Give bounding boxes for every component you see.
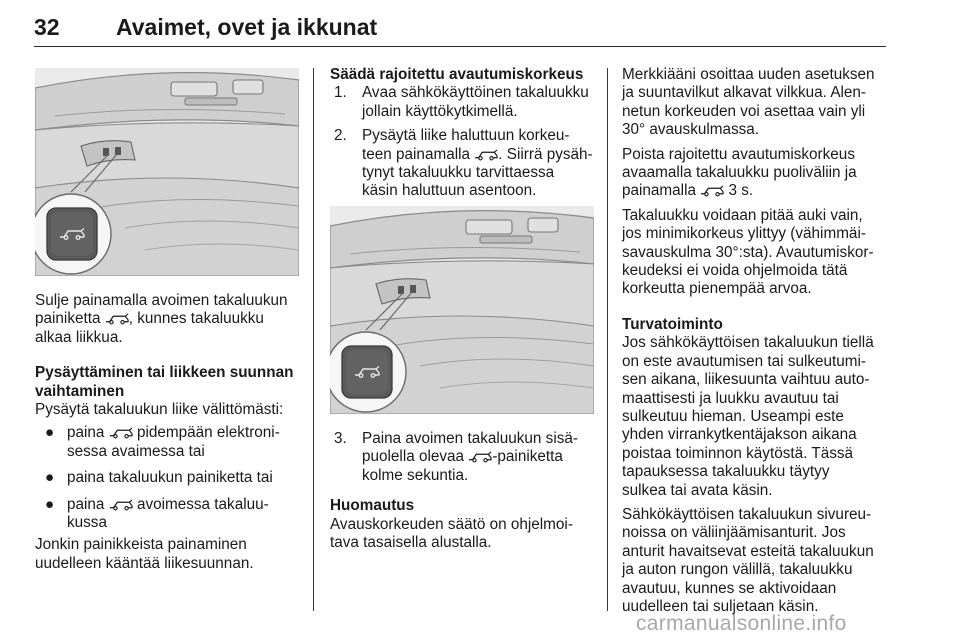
tailgate-icon: [105, 313, 129, 325]
stop-bullet-list: [35, 424, 307, 532]
column-2-bottom: [330, 430, 602, 552]
safety-heading: Turvatoiminto: [622, 315, 723, 333]
tailgate-icon: [109, 499, 133, 511]
close-instruction: Sulje painamalla avoimen takaluukun painiketta , kunnes takaluukku alkaa liikkua.: [35, 292, 288, 346]
reverse-note: Jonkin painikkeista painaminen uudelleen kääntää liikesuunnan.: [35, 536, 254, 572]
stop-heading: Pysäyttäminen tai liikkeen suunnan vaihtaminen: [35, 364, 294, 400]
sensor-paragraph: Sähkökäyttöisen takaluukun sivureu- noissa on väliinjäämisanturit. Jos anturit havaitsevat esteitä takaluukun ja auton rungon välillä, takaluukku avautuu, kunnes se aktivoidaan uudelleen tai suljetaan käsin.: [622, 505, 874, 615]
list-item: 1. Avaa sähkökäyttöinen takaluukku jollain käyttökytkimellä.: [334, 84, 589, 120]
tailgate-button-illustration: [35, 68, 299, 276]
tailgate-button-illustration-svg: [35, 68, 299, 276]
column-1-text: [35, 292, 307, 573]
page-number: 32: [34, 14, 60, 40]
column-divider-1: [313, 68, 314, 611]
list-item: ● paina avoimessa takaluu- kussa: [45, 495, 269, 532]
note-text: Avauskorkeuden säätö on ohjelmoi- tava tasaisella alustalla.: [330, 515, 573, 552]
watermark: carmanualsonline.info: [636, 612, 847, 635]
tailgate-icon: [109, 427, 133, 439]
column-2-top: [330, 66, 602, 201]
bullet-marker: ●: [45, 424, 55, 442]
page-header: [34, 6, 886, 47]
tailgate-icon: [700, 185, 724, 197]
bullet-marker: ●: [45, 469, 55, 487]
min-height-paragraph: Takaluukku voidaan pitää auki vain, jos minimikorkeus ylittyy (vähimmäi- savauskulma 30°:sta). Avautumiskor- keudeksi ei voida ohjelmoida tätä korkeutta pienempää arvoa.: [622, 206, 874, 298]
remove-limit-paragraph: Poista rajoitettu avautumiskorkeus avaamalla takaluukku puoliväliin ja painamalla 3 s.: [622, 145, 857, 200]
stop-intro: Pysäytä takaluukun liike välittömästi:: [35, 401, 284, 419]
safety-paragraph: Jos sähkökäyttöisen takaluukun tiellä on este avautumisen tai sulkeutumi- sen aikana, liikesuunta vaihtuu auto- maattisesti ja luukku avautuu tai sulkeutuu hieman. Useampi este yhden virrankytkentäjakson aikana poistaa toiminnon käytöstä. Tässä tapauksessa takaluukku täytyy sulkea tai avata käsin.: [622, 334, 874, 499]
column-3-text: [622, 66, 894, 616]
signal-paragraph: Merkkiääni osoittaa uuden asetuksen ja suuntavilkut alkavat vilkkua. Alen- netun korkeuden voi asettaa vain yli 30° avauskulmassa.: [622, 66, 875, 139]
tailgate-icon: [474, 149, 498, 161]
tailgate-icon: [468, 451, 492, 463]
list-item: 3. Paina avoimen takaluukun sisä- puolella olevaa -painiketta kolme sekuntia.: [334, 430, 578, 484]
note-heading: Huomautus: [330, 497, 415, 515]
list-item: ● paina takaluukun painiketta tai: [45, 469, 273, 487]
list-item: 2. Pysäytä liike haluttuun korkeu- teen painamalla . Siirrä pysäh- tynyt takaluukku tarvittaessa käsin haluttuun asentoon.: [334, 127, 593, 200]
list-item: ● paina pidempään elektroni- sessa avaimessa tai: [45, 424, 280, 460]
bullet-marker: ●: [45, 495, 55, 513]
tailgate-button-illustration: [330, 206, 594, 414]
limit-height-heading: Säädä rajoitettu avautumiskorkeus: [330, 66, 584, 83]
page-title: Avaimet, ovet ja ikkunat: [116, 14, 378, 40]
column-divider-2: [607, 68, 608, 611]
tailgate-button-illustration-svg: [330, 206, 594, 414]
